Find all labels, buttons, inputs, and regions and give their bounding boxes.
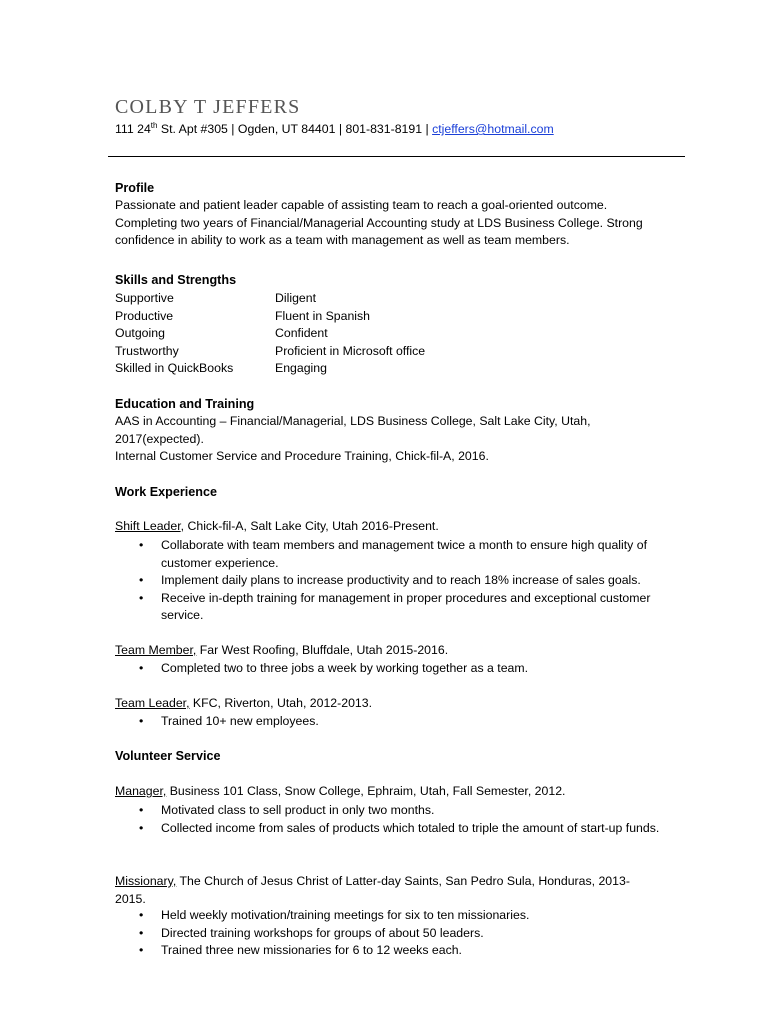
job-bullets: [115, 907, 675, 960]
job-heading: [115, 518, 439, 536]
job-details: KFC, Riverton, Utah, 2012-2013.: [189, 696, 373, 710]
skill-item: Proficient in Microsoft office: [275, 343, 426, 358]
list-item: • Collected income from sales of products which totaled to triple the amount of start-up funds.: [115, 820, 670, 838]
education-degree: AAS in Accounting – Financial/Managerial, LDS Business College, Salt Lake City, Utah, 2017(expected).: [115, 414, 591, 446]
job-title: Shift Leader: [115, 519, 181, 533]
email-link[interactable]: ctjeffers@hotmail.com: [432, 122, 554, 136]
list-item: • Trained 10+ new employees.: [115, 713, 675, 731]
job-title: Team Member,: [115, 643, 197, 657]
skill-item: Fluent in Spanish: [275, 308, 371, 323]
job-details: Far West Roofing, Bluffdale, Utah 2015-2016.: [196, 643, 449, 657]
education-training: Internal Customer Service and Procedure Training, Chick-fil-A, 2016.: [115, 449, 489, 463]
skill-item: Skilled in QuickBooks: [115, 361, 234, 375]
job-bullets: [115, 713, 675, 731]
job-title: Missionary,: [115, 874, 177, 888]
list-item: • Directed training workshops for groups of about 50 leaders.: [115, 925, 675, 943]
job-bullets: [115, 660, 675, 678]
job-details: The Church of Jesus Christ of Latter-day Saints, San Pedro Sula, Honduras, 2013-2015.: [115, 874, 630, 906]
job-heading: [115, 695, 372, 713]
list-item: • Receive in-depth training for management in proper procedures and exceptional customer service.: [115, 590, 670, 625]
skill-item: Engaging: [275, 361, 327, 375]
contact-line: [115, 121, 554, 137]
list-item: • Completed two to three jobs a week by working together as a team.: [115, 660, 675, 678]
list-item: • Trained three new missionaries for 6 to 12 weeks each.: [115, 942, 675, 960]
job-heading: [115, 783, 565, 801]
address-superscript: th: [150, 121, 158, 130]
address-rest: St. Apt #305 | Ogden, UT 84401 | 801-831-8191 |: [157, 122, 433, 136]
skill-item: Supportive: [115, 291, 174, 305]
skill-item: Trustworthy: [115, 343, 179, 358]
list-item: • Collaborate with team members and management twice a month to ensure high quality of customer experience.: [115, 537, 670, 572]
skill-item: Outgoing: [115, 326, 165, 340]
job-bullets: [115, 537, 670, 625]
job-heading: [115, 873, 640, 908]
skills-heading: Skills and Strengths: [115, 273, 237, 287]
address-number: 111 24: [115, 122, 151, 136]
job-bullets: [115, 802, 670, 837]
job-title: Team Leader,: [115, 696, 190, 710]
job-details: Business 101 Class, Snow College, Ephraim, Utah, Fall Semester, 2012.: [166, 784, 566, 798]
job-title: Manager,: [115, 784, 167, 798]
volunteer-heading: Volunteer Service: [115, 749, 221, 763]
candidate-name: COLBY T JEFFERS: [115, 96, 301, 118]
profile-heading: Profile: [115, 181, 155, 195]
list-item: • Held weekly motivation/training meetings for six to ten missionaries.: [115, 907, 675, 925]
profile-text: Passionate and patient leader capable of assisting team to reach a goal-oriented outcome. Completing two years of Financial/Managerial Accounting study at LDS Business College. Strong confidence in ability to work as a team with management as well as team members.: [115, 198, 643, 247]
skill-item: Confident: [275, 326, 328, 340]
skill-item: Diligent: [275, 291, 317, 305]
job-details: , Chick-fil-A, Salt Lake City, Utah 2016-Present.: [180, 519, 439, 533]
header-divider: [108, 156, 685, 157]
education-heading: Education and Training: [115, 397, 255, 411]
skill-item: Productive: [115, 308, 174, 323]
work-heading: Work Experience: [115, 485, 217, 499]
list-item: • Implement daily plans to increase productivity and to reach 18% increase of sales goals.: [115, 572, 670, 590]
job-heading: [115, 642, 448, 660]
list-item: • Motivated class to sell product in only two months.: [115, 802, 670, 820]
